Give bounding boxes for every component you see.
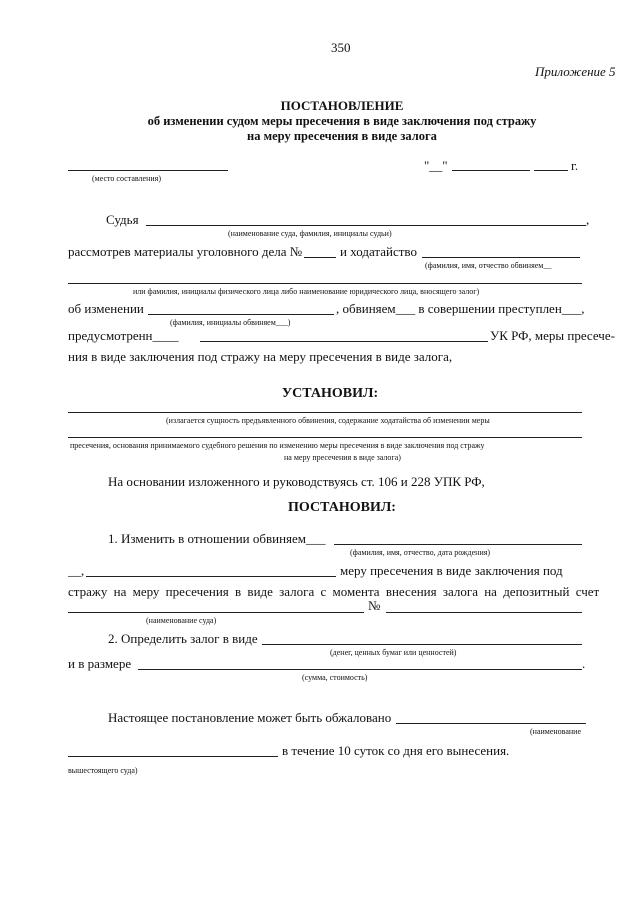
appeal-caption-2: вышестоящего суда) <box>68 766 138 775</box>
judge-line <box>146 225 586 226</box>
established-caption-1: (излагается сущность предъявленного обвинения, содержание ходатайства об изменении меры <box>166 416 490 425</box>
judge-label: Судья <box>106 212 139 227</box>
established-line-2 <box>68 437 582 438</box>
and-motion-text: и ходатайство <box>340 244 417 259</box>
date-month-line <box>452 170 530 171</box>
item1-line2-text: стражу на меру пресечения в виде залога с момента внесения залога на депозитный счет <box>68 584 600 599</box>
motion-line-2 <box>68 283 582 284</box>
basis-text: На основании изложенного и руководствуясь ст. 106 и 228 УПК РФ, <box>108 474 485 489</box>
change-line <box>148 314 334 315</box>
page-number: 350 <box>331 40 351 55</box>
item2-caption: (денег, ценных бумаг или ценностей) <box>330 648 457 657</box>
established-line-1 <box>68 412 582 413</box>
judge-caption: (наименование суда, фамилия, инициалы судьи) <box>228 229 392 238</box>
amount-line <box>138 669 582 670</box>
place-caption: (место составления) <box>92 174 161 183</box>
amount-caption: (сумма, стоимость) <box>302 673 368 682</box>
measure-line-text: ния в виде заключения под стражу на меру пресечения в виде залога, <box>68 349 453 364</box>
motion-caption-1: (фамилия, имя, отчество обвиняем__ <box>425 261 552 270</box>
motion-line <box>422 257 580 258</box>
document-title: ПОСТАНОВЛЕНИЕ <box>280 98 404 113</box>
item1-line <box>334 544 582 545</box>
date-day: "__" <box>424 158 448 173</box>
amount-dot: . <box>582 656 586 671</box>
item1-measure: меру пресечения в виде заключения под <box>340 563 563 578</box>
motion-caption-2: или фамилия, инициалы физического лица либо наименование юридического лица, вносящего залог) <box>133 287 480 296</box>
provided-line <box>200 341 488 342</box>
change-caption: (фамилия, инициалы обвиняем___) <box>170 318 291 327</box>
change-label: об изменении <box>68 301 144 316</box>
document-subtitle-line-2: на меру пресечения в виде залога <box>247 129 437 143</box>
item1-account-line <box>386 612 582 613</box>
decided-heading: ПОСТАНОВИЛ: <box>288 500 396 515</box>
item1-court-line <box>68 612 364 613</box>
established-heading: УСТАНОВИЛ: <box>281 386 379 401</box>
item1-dash: __, <box>68 563 85 578</box>
amount-label: и в размере <box>68 656 132 671</box>
reviewed-text: рассмотрев материалы уголовного дела № <box>68 244 303 259</box>
item1-caption-2: (наименование суда) <box>146 616 217 625</box>
item1-text: 1. Изменить в отношении обвиняем___ <box>108 531 326 546</box>
appeal-text: Настоящее постановление может быть обжаловано <box>108 710 392 725</box>
provided-text: предусмотренн____ <box>68 328 179 343</box>
item2-text: 2. Определить залог в виде <box>108 631 258 646</box>
appendix-label: Приложение 5 <box>535 64 616 79</box>
case-number-line <box>304 257 336 258</box>
document-subtitle-line-1: об изменении судом меры пресечения в виде заключения под стражу <box>147 114 537 128</box>
item1-line-2 <box>86 576 336 577</box>
item1-number-sign: № <box>368 598 381 613</box>
appeal-tail: в течение 10 суток со дня его вынесения. <box>282 743 510 758</box>
accused-text: , обвиняем___ в совершении преступлен___, <box>336 301 585 316</box>
appeal-court-line <box>68 756 278 757</box>
appeal-caption: (наименование <box>530 727 582 736</box>
place-line <box>68 170 228 171</box>
item1-caption: (фамилия, имя, отчество, дата рождения) <box>350 548 491 557</box>
established-caption-2: пресечения, основания принимаемого судебного решения по изменению меры пресечения в виде заключения под стражу <box>70 441 485 450</box>
provided-tail: УК РФ, меры пресече- <box>490 328 615 343</box>
date-year-line <box>534 170 568 171</box>
appeal-line <box>396 723 586 724</box>
item2-line <box>262 644 582 645</box>
date-year-suffix: г. <box>571 158 579 173</box>
established-caption-3: на меру пресечения в виде залога) <box>284 453 401 462</box>
judge-comma: , <box>586 212 590 227</box>
